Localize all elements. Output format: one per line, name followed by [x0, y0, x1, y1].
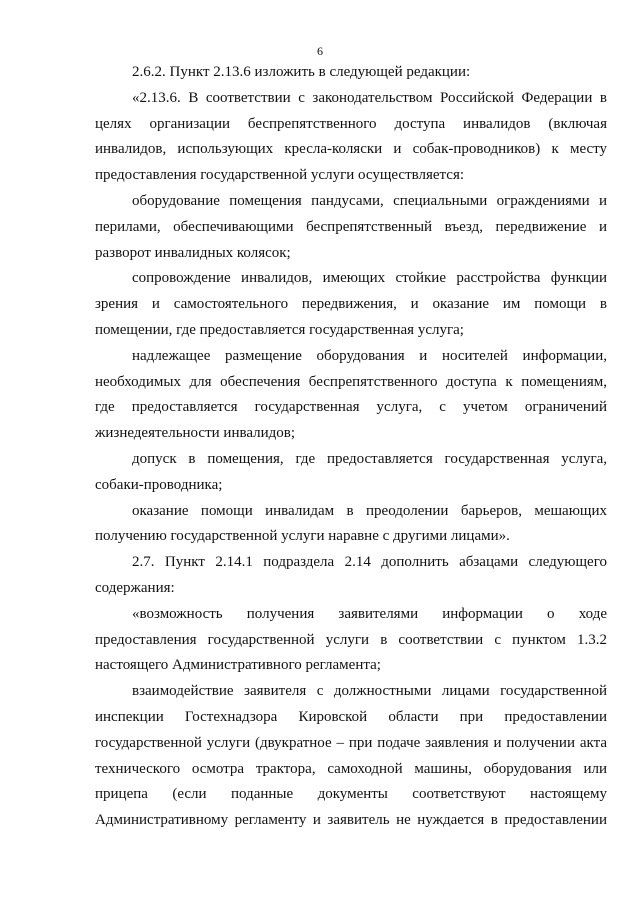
- text-line: 2.7. Пункт 2.14.1 подраздела 2.14 дополнить абзацами следующего: [132, 554, 607, 571]
- document-body: [95, 60, 607, 834]
- text-line: жизнедеятельности инвалидов;: [95, 425, 296, 442]
- text-line: целях организации беспрепятственного доступа инвалидов (включая: [95, 115, 607, 132]
- text-line: надлежащее размещение оборудования и носителей информации,: [132, 347, 607, 364]
- text-line: предоставления государственной услуги осуществляется:: [95, 167, 465, 184]
- page-number: 6: [317, 44, 323, 58]
- text-line: перилами, обеспечивающими беспрепятственный въезд, передвижение и: [95, 218, 607, 235]
- text-line: инвалидов, использующих кресла-коляски и собак-проводников) к месту: [95, 141, 607, 158]
- text-line: собаки-проводника;: [95, 476, 223, 493]
- text-line: содержания:: [95, 579, 175, 596]
- text-line: взаимодействие заявителя с должностными лицами государственной: [132, 683, 607, 700]
- text-line: 2.6.2. Пункт 2.13.6 изложить в следующей редакции:: [132, 64, 471, 80]
- text-line: государственной услуги (двукратное – при подаче заявления и получении акта: [95, 734, 607, 751]
- text-line: прицепа (если поданные документы соответствуют настоящему: [95, 786, 607, 803]
- text-line: настоящего Административного регламента;: [95, 657, 381, 674]
- text-line: необходимых для обеспечения беспрепятственного доступа к помещениям,: [95, 373, 607, 390]
- text-line: «возможность получения заявителями информации о ходе: [132, 605, 607, 622]
- text-line: оборудование помещения пандусами, специальными ограждениями и: [132, 192, 607, 209]
- text-line: помещении, где предоставляется государственная услуга;: [95, 321, 464, 338]
- text-line: разворот инвалидных колясок;: [95, 244, 291, 261]
- text-line: допуск в помещения, где предоставляется государственная услуга,: [132, 450, 607, 467]
- text-line: оказание помощи инвалидам в преодолении барьеров, мешающих: [132, 502, 607, 519]
- text-line: Административному регламенту и заявитель не нуждается в предоставлении: [95, 812, 607, 829]
- text-line: получению государственной услуги наравне с другими лицами».: [95, 528, 510, 545]
- text-line: технического осмотра трактора, самоходной машины, оборудования или: [95, 760, 607, 777]
- text-line: где предоставляется государственная услуга, с учетом ограничений: [95, 399, 607, 416]
- text-line: сопровождение инвалидов, имеющих стойкие расстройства функции: [132, 270, 607, 287]
- text-line: зрения и самостоятельного передвижения, и оказание им помощи в: [95, 296, 607, 313]
- text-line: предоставления государственной услуги в соответствии с пунктом 1.3.2: [95, 631, 607, 648]
- text-line: «2.13.6. В соответствии с законодательством Российской Федерации в: [132, 89, 607, 106]
- text-line: инспекции Гостехнадзора Кировской области при предоставлении: [95, 708, 607, 725]
